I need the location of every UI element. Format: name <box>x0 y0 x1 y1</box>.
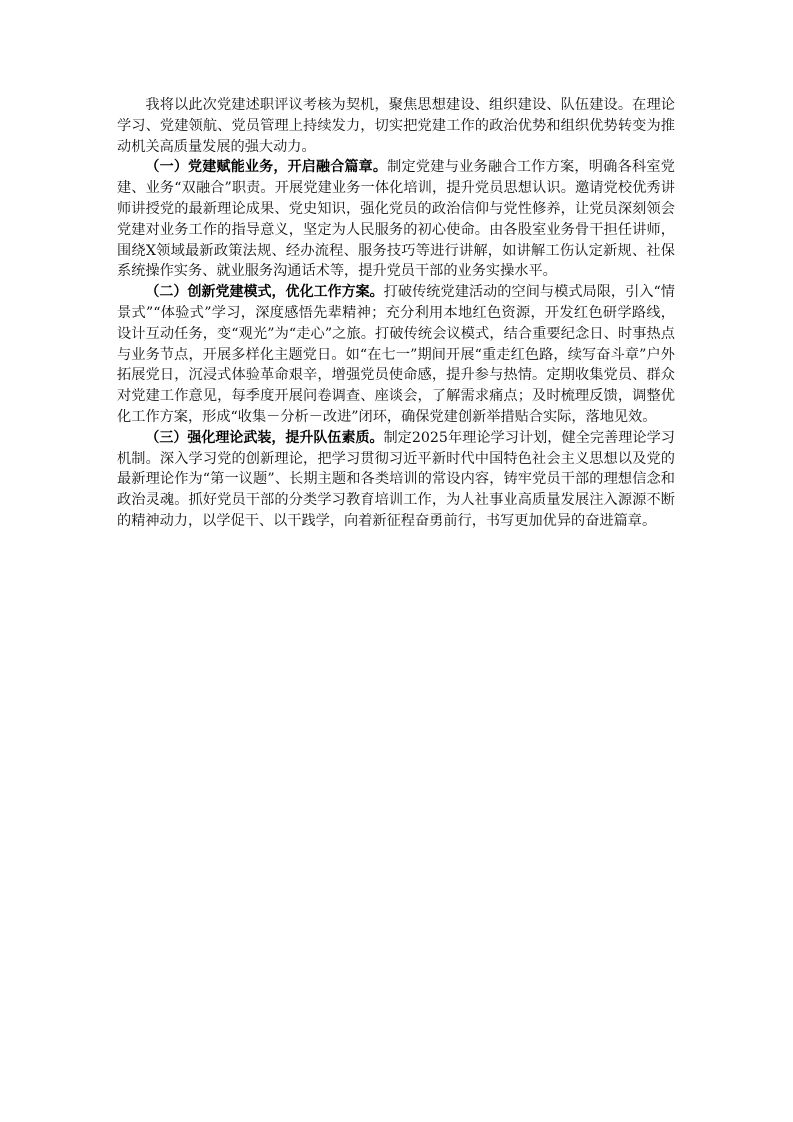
section-1-body: 制定党建与业务融合工作方案，明确各科室党建、业务“双融合”职责。开展党建业务一体化培训，提升党员思想认识。邀请党校优秀讲师讲授党的最新理论成果、党史知识，强化党员的政治信仰与党性修养，让党员深刻领会党建对业务工作的指导意义，坚定为人民服务的初心使命。由各股室业务骨干担任讲师，围绕X领域最新政策法规、经办流程、服务技巧等进行讲解，如讲解工伤认定新规、社保系统操作实务、就业服务沟通话术等，提升党员干部的业务实操水平。 <box>117 159 675 280</box>
section-3-heading: （三）强化理论武装，提升队伍素质。 <box>145 429 384 446</box>
section-2-heading: （二）创新党建模式，优化工作方案。 <box>145 284 384 301</box>
document-body <box>117 95 675 532</box>
section-3-paragraph <box>117 428 675 532</box>
intro-paragraph: 我将以此次党建述职评议考核为契机，聚焦思想建设、组织建设、队伍建设。在理论学习、党建领航、党员管理上持续发力，切实把党建工作的政治优势和组织优势转变为推动机关高质量发展的强大动力。 <box>117 97 675 155</box>
section-2-paragraph <box>117 282 675 428</box>
section-1-heading: （一）党建赋能业务，开启融合篇章。 <box>145 159 388 176</box>
section-3-body: 制定2025年理论学习计划，健全完善理论学习机制。深入学习党的创新理论，把学习贯彻习近平新时代中国特色社会主义思想以及党的最新理论作为“第一议题”、长期主题和各类培训的常设内容，铸牢党员干部的理想信念和政治灵魂。抓好党员干部的分类学习教育培训工作，为人社事业高质量发展注入源源不断的精神动力，以学促干、以干践学，向着新征程奋勇前行，书写更加优异的奋进篇章。 <box>117 429 675 529</box>
section-2-body: 打破传统党建活动的空间与模式局限，引入“情景式”“体验式”学习，深度感悟先辈精神；充分利用本地红色资源，开发红色研学路线，设计互动任务，变“观光”为“走心”之旅。打破传统会议模式，结合重要纪念日、时事热点与业务节点，开展多样化主题党日。如“在七一”期间开展“重走红色路，续写奋斗章”户外拓展党日，沉浸式体验革命艰辛，增强党员使命感，提升参与热情。定期收集党员、群众对党建工作意见，每季度开展问卷调查、座谈会，了解需求痛点；及时梳理反馈，调整优化工作方案，形成“收集－分析－改进”闭环，确保党建创新举措贴合实际，落地见效。 <box>117 284 675 425</box>
section-1-paragraph <box>117 157 675 282</box>
